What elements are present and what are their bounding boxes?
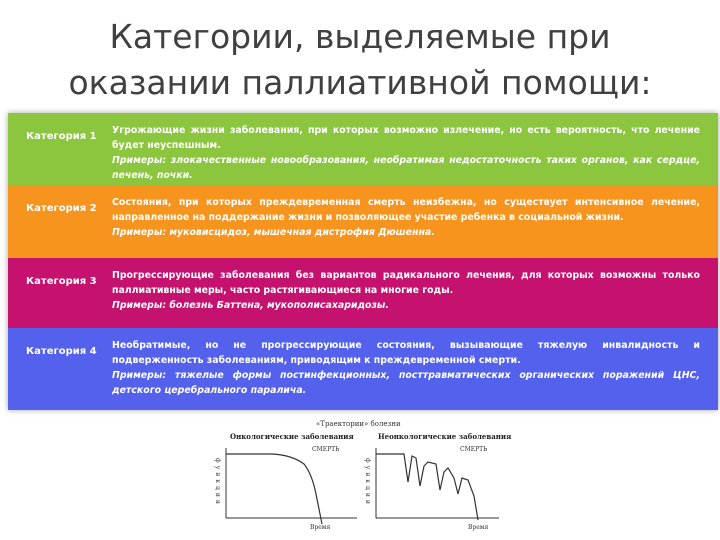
graph-xlabel: Время — [468, 524, 489, 531]
category-row-1 — [8, 113, 718, 185]
categories-table — [8, 113, 718, 410]
category-examples: Примеры: болезнь Баттена, мукополисахаридозы. — [112, 300, 389, 311]
category-row-4 — [8, 328, 718, 410]
category-examples: Примеры: тяжелые формы постинфекционных, посттравматических органических поражений ЦНС, детского церебрального паралича. — [112, 370, 700, 396]
slide-title — [0, 14, 720, 106]
graph-title: Онкологические заболевания — [230, 432, 354, 441]
category-row-3 — [8, 258, 718, 328]
category-row-2 — [8, 185, 718, 258]
category-label: Категория 3 — [26, 276, 97, 287]
graph-title: Неонкологические заболевания — [378, 432, 512, 441]
graph-legend: СМЕРТЬ — [460, 446, 488, 453]
category-text: Необратимые, но не прогрессирующие состояния, вызывающие тяжелую инвалидность и подверженность заболеваниям, приводящим к преждевременной смерти. — [112, 340, 700, 366]
category-label: Категория 4 — [26, 346, 97, 357]
category-examples: Примеры: злокачественные новообразования, необратимая недостаточность таких органов, как сердце, печень, почки. — [112, 155, 700, 181]
graph-non-oncological — [364, 432, 512, 532]
graph-xlabel: Время — [310, 524, 331, 531]
category-text: Угрожающие жизни заболевания, при которых возможно излечение, но есть вероятность, что лечение будет неуспешным. — [112, 125, 700, 151]
graph-plot — [212, 432, 362, 532]
category-text: Прогрессирующие заболевания без вариантов радикального лечения, для которых возможны только паллиативные меры, часто растягивающиеся на многие годы. — [112, 270, 700, 296]
category-description — [112, 338, 700, 398]
graph-trajectory — [226, 454, 322, 524]
graph-ylabel: функции — [214, 458, 221, 507]
category-label: Категория 1 — [26, 131, 97, 142]
category-examples: Примеры: муковисцидоз, мышечная дистрофия Дюшенна. — [112, 227, 435, 238]
category-description — [112, 123, 700, 183]
category-text: Состояния, при которых преждевременная смерть неизбежна, но существует интенсивное лечение, направленное на поддержание жизни и позволяющее участие ребенка в социальной жизни. — [112, 197, 700, 223]
figure-caption: «Траектории» болезни — [316, 420, 401, 428]
slide-title-line-2: оказании паллиативной помощи: — [68, 63, 652, 102]
slide-title-line-1: Категории, выделяемые при — [109, 17, 611, 56]
graph-legend: СМЕРТЬ — [312, 446, 340, 453]
graph-oncological — [212, 432, 362, 532]
category-description — [112, 268, 700, 313]
category-description — [112, 195, 700, 240]
graph-plot — [364, 432, 504, 532]
category-label: Категория 2 — [26, 203, 97, 214]
graph-trajectory — [376, 454, 478, 520]
graph-ylabel: функции — [364, 458, 371, 507]
